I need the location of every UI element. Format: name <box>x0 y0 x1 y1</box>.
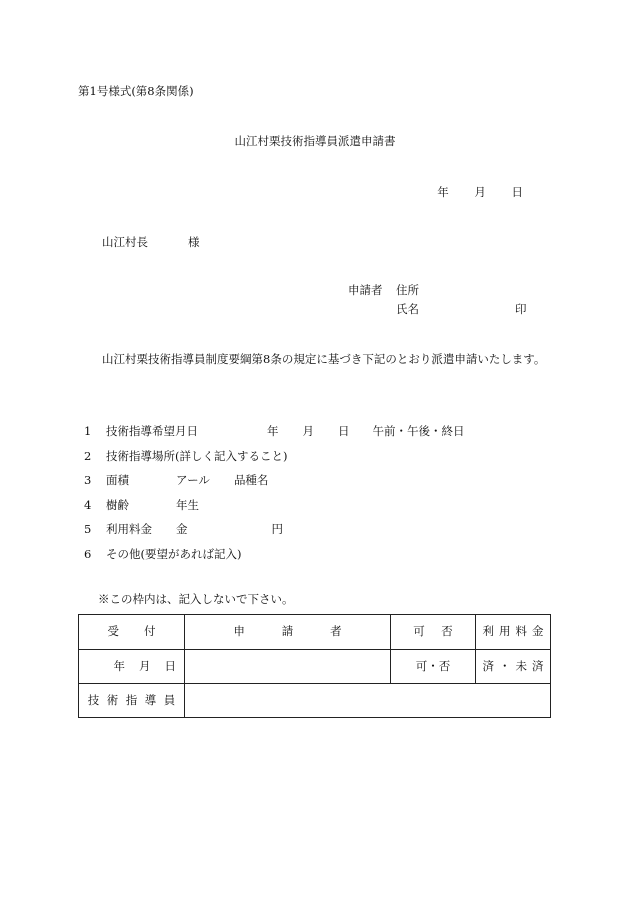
fee-status-cell: 済 ・ 未 済 <box>476 650 551 684</box>
item-5 <box>84 518 465 543</box>
item-field: 午前・午後・終日 <box>372 424 465 439</box>
reception-header: 受 付 <box>79 615 185 650</box>
item-number: 4 <box>84 497 92 512</box>
item-number: 1 <box>84 424 92 439</box>
item-number: 5 <box>84 522 92 537</box>
document-title: 山江村栗技術指導員派遣申請書 <box>234 134 396 148</box>
item-field: 年生 <box>176 497 199 512</box>
item-field: 年 <box>267 424 279 439</box>
approval-header: 可 否 <box>391 615 476 650</box>
table-row <box>79 650 551 684</box>
item-number: 6 <box>84 546 92 561</box>
item-field: 円 <box>271 522 283 537</box>
table-row <box>79 615 551 650</box>
date-month: 月 <box>474 185 486 199</box>
body-text: 山江村栗技術指導員制度要綱第8条の規定に基づき下記のとおり派遣申請いたします。 <box>102 352 546 366</box>
seal-mark: 印 <box>515 302 527 316</box>
item-2 <box>84 445 465 470</box>
item-label: 技術指導希望月日 <box>106 424 198 439</box>
applicant-cell <box>185 650 391 684</box>
item-label: 技術指導場所(詳しく記入すること) <box>106 448 288 463</box>
date-line <box>437 186 523 200</box>
addressee-name: 山江村長 <box>102 235 148 249</box>
item-label: その他(要望があれば記入) <box>106 546 242 561</box>
item-label: 面積 <box>106 473 129 488</box>
approval-cell: 可・否 <box>391 650 476 684</box>
applicant-label: 申請者 <box>348 283 383 297</box>
date-day: 日 <box>511 185 523 199</box>
item-4 <box>84 494 465 519</box>
addressee <box>102 236 200 250</box>
item-label: 樹齢 <box>106 497 129 512</box>
item-field: 金 <box>176 522 188 537</box>
item-list <box>84 420 465 567</box>
item-1 <box>84 420 465 445</box>
fee-header: 利 用 料 金 <box>476 615 551 650</box>
item-3 <box>84 469 465 494</box>
office-note: ※この枠内は、記入しないで下さい。 <box>98 592 294 606</box>
table-row <box>79 684 551 718</box>
addressee-honorific: 様 <box>188 235 200 249</box>
item-number: 2 <box>84 448 92 463</box>
date-year: 年 <box>437 185 449 199</box>
applicant-header: 申 請 者 <box>185 615 391 650</box>
address-label: 住所 <box>396 283 419 297</box>
name-label: 氏名 <box>396 302 419 316</box>
office-use-table <box>78 614 551 718</box>
instructor-header: 技 術 指 導 員 <box>79 684 185 718</box>
item-label: 利用料金 <box>106 522 152 537</box>
reception-date-cell: 年 月 日 <box>79 650 185 684</box>
item-field: アール <box>176 473 210 488</box>
item-6 <box>84 543 465 568</box>
item-field: 品種名 <box>233 473 269 488</box>
form-number: 第1号様式(第8条関係) <box>78 84 194 98</box>
item-field: 月 <box>302 424 314 439</box>
instructor-cell <box>185 684 551 718</box>
item-field: 日 <box>338 424 350 439</box>
item-number: 3 <box>84 473 92 488</box>
